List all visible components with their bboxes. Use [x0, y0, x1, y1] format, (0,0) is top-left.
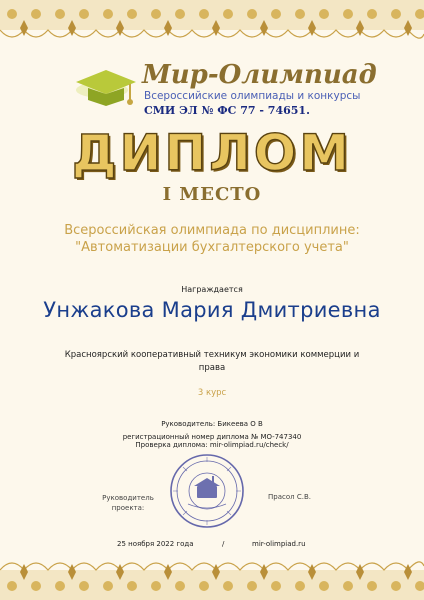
- supervisor-line: Руководитель: Бикеева О В: [161, 420, 263, 428]
- logo: [72, 60, 377, 120]
- official-stamp-icon: [168, 452, 246, 530]
- date-separator: /: [222, 540, 225, 548]
- registration-number: регистрационный номер диплома № МО-747340: [122, 433, 302, 441]
- awarded-label: Награждается: [181, 285, 243, 294]
- organization-name: Красноярский кооперативный техникум экономики коммерции и права: [64, 350, 360, 373]
- logo-title: Мир-Олимпиад: [142, 60, 377, 90]
- logo-subtitle: Всероссийские олимпиады и конкурсы: [144, 90, 361, 102]
- diploma-heading: ДИПЛОМ: [71, 124, 352, 182]
- place-label: I МЕСТО: [162, 184, 262, 205]
- olympiad-title: [0, 222, 424, 256]
- site-link[interactable]: mir-olimpiad.ru: [252, 540, 306, 548]
- graduation-cap-icon: [72, 60, 138, 116]
- ornament-border-bottom: [0, 548, 424, 600]
- project-lead-label: Руководитель проекта:: [102, 494, 154, 512]
- recipient-name: Унжакова Мария Дмитриевна: [43, 298, 381, 322]
- olympiad-line-1: Всероссийская олимпиада по дисциплине:: [64, 223, 360, 238]
- issue-date: 25 ноября 2022 года: [117, 540, 194, 548]
- course-label: 3 курс: [197, 388, 227, 398]
- olympiad-line-2: "Автоматизации бухгалтерского учета": [75, 240, 349, 255]
- check-link-line: Проверка диплома: mir-olimpiad.ru/check/: [135, 441, 289, 449]
- ornament-border-top: [0, 0, 424, 52]
- project-lead-name: Прасол С.В.: [268, 493, 311, 501]
- logo-registration: СМИ ЭЛ № ФС 77 - 74651.: [144, 104, 310, 117]
